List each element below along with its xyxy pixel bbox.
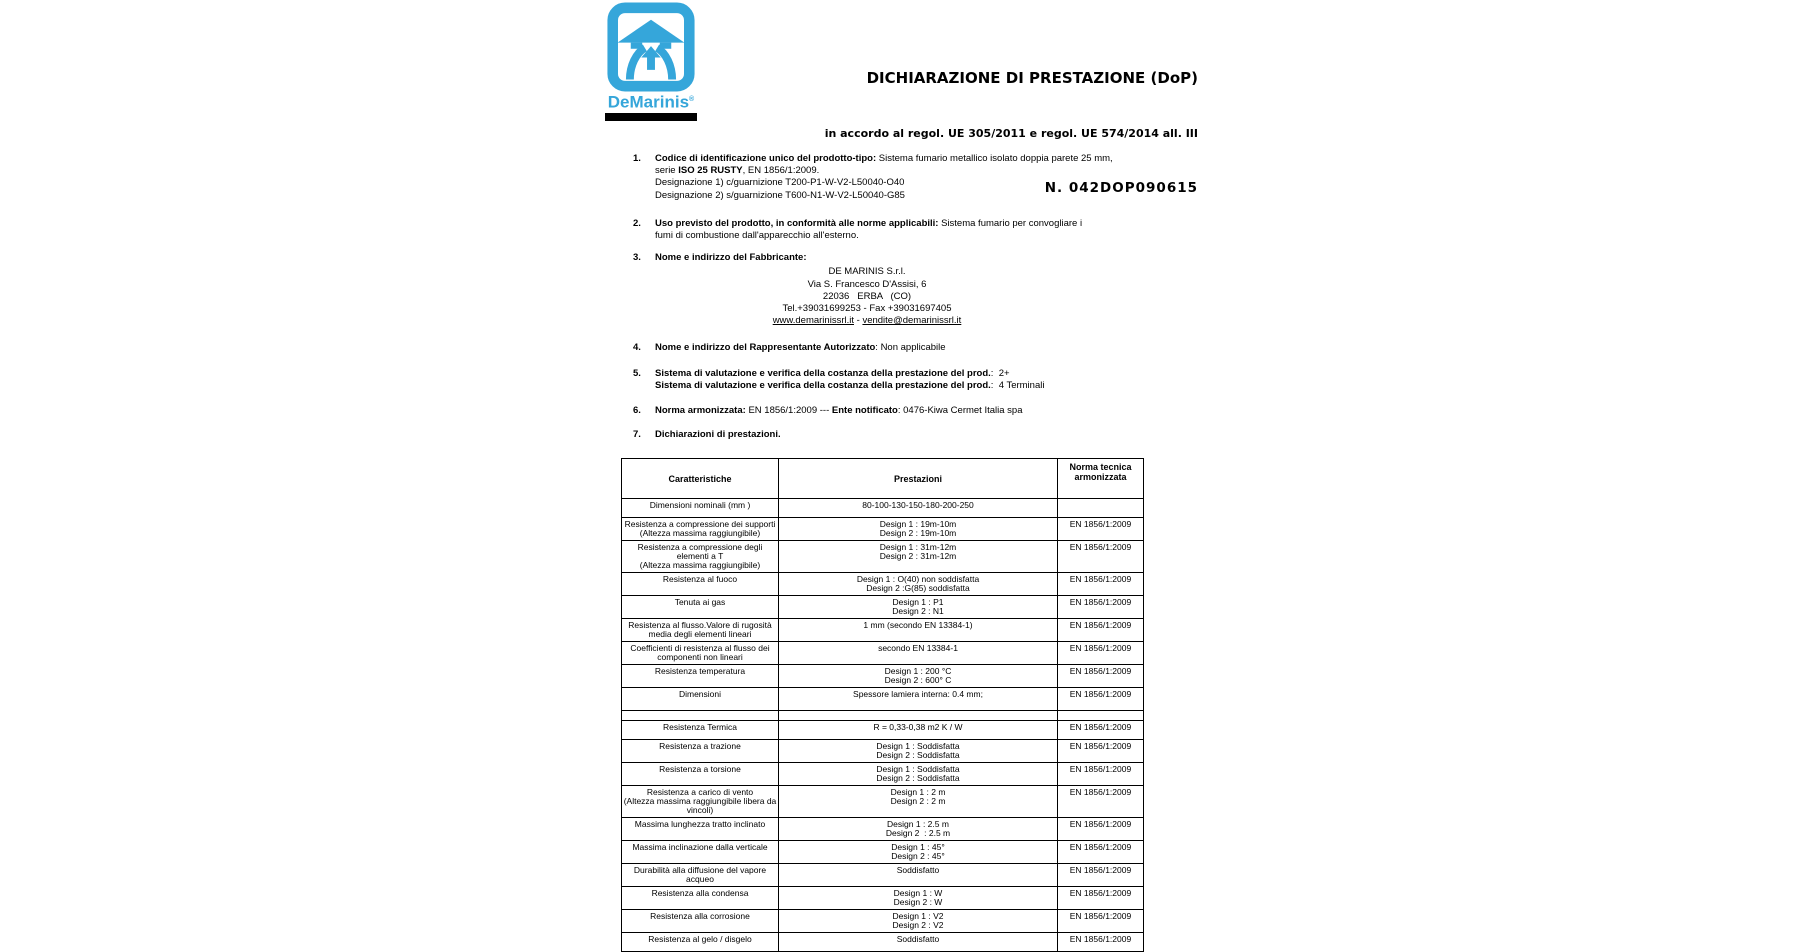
- text-line: [655, 279, 1079, 291]
- text-line: [655, 153, 1113, 165]
- performance-cell: Design 1 : 31m-12m Design 2 : 31m-12m: [779, 541, 1058, 573]
- text-segment: Sistema di valutazione e verifica della costanza della prestazione del prod.: [655, 367, 991, 379]
- characteristic-cell: Massima inclinazione dalla verticale: [622, 841, 779, 864]
- standard-cell: EN 1856/1:2009: [1058, 619, 1144, 642]
- standard-cell: [1058, 499, 1144, 518]
- performance-cell: Design 1 : W Design 2 : W: [779, 887, 1058, 910]
- item-number: 4.: [633, 342, 641, 354]
- characteristic-cell: Coefficienti di resistenza al flusso dei componenti non lineari: [622, 642, 779, 665]
- text-segment: Sistema di valutazione e verifica della costanza della prestazione del prod.: [655, 379, 991, 391]
- standard-cell: EN 1856/1:2009: [1058, 841, 1144, 864]
- table-row: [622, 841, 1144, 864]
- numbered-items-list: [633, 153, 1113, 441]
- item-number: 1.: [633, 153, 641, 164]
- characteristic-cell: Resistenza a trazione: [622, 740, 779, 763]
- item-body: [655, 342, 946, 354]
- table-row: [622, 763, 1144, 786]
- standard-cell: EN 1856/1:2009: [1058, 642, 1144, 665]
- characteristic-cell: Resistenza temperatura: [622, 665, 779, 688]
- performance-cell: Design 1 : 2.5 m Design 2 : 2.5 m: [779, 818, 1058, 841]
- table-row: [622, 619, 1144, 642]
- performance-cell: Design 1 : O(40) non soddisfatta Design 2 :G(85) soddisfatta: [779, 573, 1058, 596]
- standard-cell: EN 1856/1:2009: [1058, 688, 1144, 711]
- column-header: Caratteristiche: [622, 459, 779, 499]
- manufacturer-address-block: [655, 266, 1079, 327]
- table-row: [622, 818, 1144, 841]
- column-header: Norma tecnica armonizzata: [1058, 459, 1144, 499]
- item-number: 2.: [633, 217, 641, 229]
- performance-cell: 80-100-130-150-180-200-250: [779, 499, 1058, 518]
- text-segment: Codice di identificazione unico del prodotto-tipo:: [655, 153, 877, 164]
- text-segment: 22036 ERBA (CO): [822, 290, 912, 302]
- performance-cell: 1 mm (secondo EN 13384-1): [779, 619, 1058, 642]
- performance-cell: Design 1 : V2 Design 2 : V2: [779, 910, 1058, 933]
- list-item-7: [633, 429, 1113, 441]
- standard-cell: EN 1856/1:2009: [1058, 721, 1144, 740]
- characteristic-cell: Resistenza a carico di vento (Altezza massima raggiungibile libera da vincoli): [622, 786, 779, 818]
- characteristic-cell: Resistenza a torsione: [622, 763, 779, 786]
- table-row: [622, 573, 1144, 596]
- text-line: [655, 380, 1044, 392]
- standard-cell: EN 1856/1:2009: [1058, 818, 1144, 841]
- brand-text: DeMarinis: [607, 92, 690, 112]
- text-segment: fumi di combustione dall'apparecchio all'esterno.: [655, 230, 859, 242]
- text-segment: : 0476-Kiwa Cermet Italia spa: [897, 405, 1023, 417]
- performance-cell: Soddisfatto: [779, 933, 1058, 952]
- performance-cell: Design 1 : 2 m Design 2 : 2 m: [779, 786, 1058, 818]
- item-number: 6.: [633, 405, 641, 417]
- hyperlink[interactable]: www.demarinissrl.it: [772, 315, 854, 327]
- list-item-5: [633, 368, 1113, 392]
- empty-cell: [622, 711, 779, 721]
- characteristic-cell: Dimensioni nominali (mm ): [622, 499, 779, 518]
- standard-cell: EN 1856/1:2009: [1058, 786, 1144, 818]
- hyperlink[interactable]: vendite@demarinissrl.it: [862, 315, 962, 327]
- item-body: [655, 368, 1044, 392]
- text-segment: , EN 1856/1:2009.: [742, 165, 820, 177]
- logo-underline-bar: [605, 113, 697, 121]
- text-line: [655, 315, 1079, 327]
- characteristic-cell: Resistenza alla condensa: [622, 887, 779, 910]
- text-segment: Norma armonizzata:: [655, 405, 746, 417]
- performance-cell: secondo EN 13384-1: [779, 642, 1058, 665]
- list-item-1: [633, 153, 1113, 202]
- standard-cell: EN 1856/1:2009: [1058, 518, 1144, 541]
- standard-cell: EN 1856/1:2009: [1058, 541, 1144, 573]
- text-line: [655, 429, 781, 441]
- standard-cell: EN 1856/1:2009: [1058, 933, 1144, 952]
- empty-cell: [1058, 711, 1144, 721]
- performance-cell: Spessore lamiera interna: 0.4 mm;: [779, 688, 1058, 711]
- characteristic-cell: Resistenza a compressione degli elementi a T (Altezza massima raggiungibile): [622, 541, 779, 573]
- empty-cell: [779, 711, 1058, 721]
- table-row: [622, 740, 1144, 763]
- performance-table: [621, 458, 1144, 952]
- text-segment: Dichiarazioni di prestazioni.: [655, 429, 781, 441]
- characteristic-cell: Resistenza Termica: [622, 721, 779, 740]
- standard-cell: EN 1856/1:2009: [1058, 887, 1144, 910]
- item-number: 5.: [633, 367, 641, 379]
- performance-cell: Design 1 : Soddisfatta Design 2 : Soddisfatta: [779, 740, 1058, 763]
- item-body: [655, 252, 1079, 327]
- column-header: Prestazioni: [779, 459, 1058, 499]
- table-row: [622, 665, 1144, 688]
- text-line: [655, 165, 1113, 177]
- text-segment: : 2+: [990, 367, 1010, 379]
- item-body: [655, 153, 1113, 202]
- standard-cell: EN 1856/1:2009: [1058, 573, 1144, 596]
- text-segment: Designazione 1) c/guarnizione T200-P1-W-V2-L50040-O40: [655, 177, 905, 189]
- characteristic-cell: Resistenza a compressione dei supporti (Altezza massima raggiungibile): [622, 518, 779, 541]
- text-line: [655, 218, 1082, 230]
- brand-name: [605, 92, 697, 111]
- characteristic-cell: Massima lunghezza tratto inclinato: [622, 818, 779, 841]
- text-line: [655, 405, 1023, 417]
- text-segment: Nome e indirizzo del Fabbricante:: [655, 252, 807, 264]
- text-line: [655, 266, 1079, 278]
- table-row: [622, 721, 1144, 740]
- document-subtitle: in accordo al regol. UE 305/2011 e regol. UE 574/2014 all. III: [824, 127, 1198, 140]
- table-row: [622, 933, 1144, 952]
- performance-cell: Design 1 : 45° Design 2 : 45°: [779, 841, 1058, 864]
- text-line: [655, 291, 1079, 303]
- table-row: [622, 887, 1144, 910]
- table-header-row: [622, 459, 1144, 499]
- table-row: [622, 864, 1144, 887]
- item-body: [655, 218, 1082, 242]
- characteristic-cell: Resistenza al flusso.Valore di rugosità media degli elementi lineari: [622, 619, 779, 642]
- text-segment: Sistema fumario per convogliare i: [938, 217, 1083, 229]
- standard-cell: EN 1856/1:2009: [1058, 910, 1144, 933]
- table-row: [622, 518, 1144, 541]
- text-segment: Nome e indirizzo del Rappresentante Autorizzato: [655, 342, 876, 354]
- table-row: [622, 786, 1144, 818]
- text-segment: : Non applicabile: [875, 342, 946, 354]
- company-logo: [605, 2, 697, 121]
- text-line: [655, 230, 1082, 242]
- characteristic-cell: Dimensioni: [622, 688, 779, 711]
- table-row: [622, 499, 1144, 518]
- text-segment: Uso previsto del prodotto, in conformità alle norme applicabili:: [655, 217, 939, 229]
- performance-cell: Design 1 : 19m-10m Design 2 : 19m-10m: [779, 518, 1058, 541]
- table-row: [622, 910, 1144, 933]
- text-segment: EN 1856/1:2009 ---: [745, 405, 832, 417]
- text-line: [655, 342, 946, 354]
- characteristic-cell: Resistenza alla corrosione: [622, 910, 779, 933]
- table-row: [622, 688, 1144, 711]
- item-number: 7.: [633, 429, 641, 441]
- text-segment: Ente notificato: [831, 405, 898, 417]
- text-segment: ISO 25 RUSTY: [678, 165, 743, 177]
- text-segment: Tel.+39031699253 - Fax +39031697405: [782, 303, 952, 315]
- standard-cell: EN 1856/1:2009: [1058, 763, 1144, 786]
- text-line: [655, 190, 1113, 202]
- text-segment: DE MARINIS S.r.l.: [828, 266, 906, 278]
- standard-cell: EN 1856/1:2009: [1058, 864, 1144, 887]
- standard-cell: EN 1856/1:2009: [1058, 596, 1144, 619]
- characteristic-cell: Durabilità alla diffusione del vapore acqueo: [622, 864, 779, 887]
- characteristic-cell: Tenuta ai gas: [622, 596, 779, 619]
- text-line: [655, 177, 1113, 189]
- table-row: [622, 642, 1144, 665]
- spacer-row: [622, 711, 1144, 721]
- text-segment: Via S. Francesco D'Assisi, 6: [807, 278, 927, 290]
- performance-cell: R = 0,33-0,38 m2 K / W: [779, 721, 1058, 740]
- text-segment: serie: [655, 165, 679, 177]
- characteristic-cell: Resistenza al gelo / disgelo: [622, 933, 779, 952]
- standard-cell: EN 1856/1:2009: [1058, 665, 1144, 688]
- document-title: DICHIARAZIONE DI PRESTAZIONE (DoP): [866, 69, 1198, 87]
- list-item-3: [633, 252, 1113, 327]
- document-number: N. 042DOP090615: [1044, 180, 1198, 196]
- text-line: [655, 368, 1044, 380]
- characteristic-cell: Resistenza al fuoco: [622, 573, 779, 596]
- chimney-logo-icon: [607, 2, 695, 92]
- text-segment: : 4 Terminali: [990, 379, 1045, 391]
- text-segment: Sistema fumario metallico isolato doppia parete 25 mm,: [876, 153, 1113, 164]
- text-segment: -: [853, 315, 863, 327]
- registered-mark: ®: [689, 96, 695, 103]
- table-row: [622, 596, 1144, 619]
- list-item-4: [633, 342, 1113, 354]
- item-body: [655, 405, 1023, 417]
- text-line: [655, 252, 1079, 264]
- standard-cell: EN 1856/1:2009: [1058, 740, 1144, 763]
- list-item-2: [633, 218, 1113, 242]
- list-item-6: [633, 405, 1113, 417]
- performance-cell: Design 1 : P1 Design 2 : N1: [779, 596, 1058, 619]
- performance-cell: Soddisfatto: [779, 864, 1058, 887]
- table-row: [622, 541, 1144, 573]
- performance-cell: Design 1 : Soddisfatta Design 2 : Soddisfatta: [779, 763, 1058, 786]
- text-line: [655, 303, 1079, 315]
- item-body: [655, 429, 781, 441]
- item-number: 3.: [633, 252, 641, 264]
- text-segment: Designazione 2) s/guarnizione T600-N1-W-V2-L50040-G85: [655, 189, 905, 201]
- performance-cell: Design 1 : 200 °C Design 2 : 600° C: [779, 665, 1058, 688]
